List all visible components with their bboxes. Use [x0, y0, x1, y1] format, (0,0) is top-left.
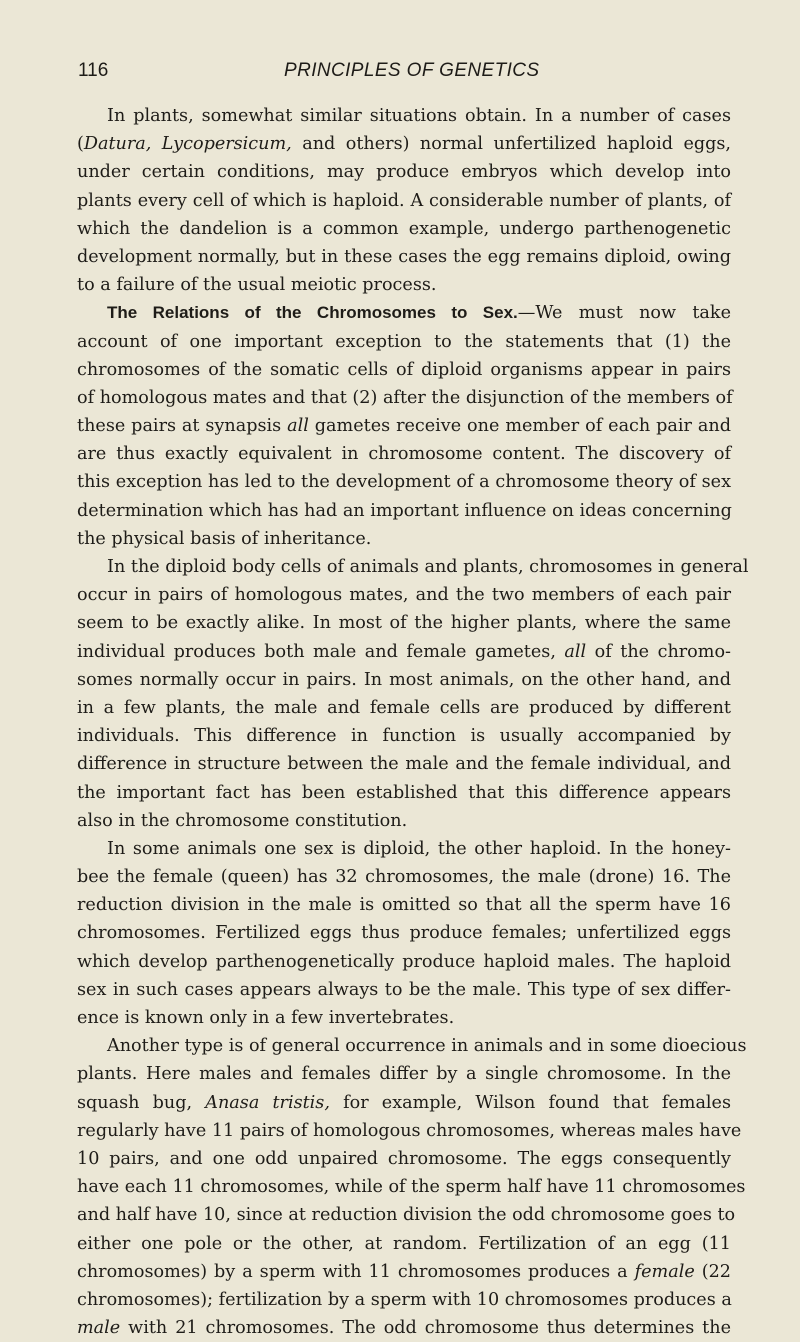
text-run: of homologous mates and that (2) after the disjunction of the members of	[77, 387, 733, 408]
text-line	[77, 102, 731, 130]
text-run: in a few plants, the male and female cells are produced by different	[77, 697, 731, 718]
text-line	[77, 468, 731, 496]
text-run: for example, Wilson found that females	[329, 1092, 731, 1113]
text-line	[77, 271, 731, 299]
italic-text: Datura, Lycopersicum,	[83, 134, 292, 155]
text-line	[77, 1004, 731, 1032]
text-run: which develop parthenogenetically produce haploid males. The haploid	[77, 951, 731, 972]
text-run: which the dandelion is a common example, undergo parthenogenetic	[77, 218, 731, 239]
paragraph	[77, 299, 731, 553]
text-line	[77, 1230, 731, 1258]
text-run: and half have 10, since at reduction division the odd chromosome goes to	[77, 1205, 736, 1226]
italic-text: male	[77, 1318, 121, 1339]
text-run: this exception has led to the development of a chromosome theory of sex	[77, 472, 731, 493]
text-run: have each 11 chromosomes, while of the sperm half have 11 chromosomes	[77, 1177, 746, 1198]
text-run: plants. Here males and females differ by a single chromosome. In the	[77, 1064, 731, 1085]
text-run: are thus exactly equivalent in chromosome content. The discovery of	[77, 444, 731, 465]
page-number: 116	[78, 60, 109, 81]
text-run: ence is known only in a few invertebrates.	[77, 1008, 455, 1028]
text-run: the physical basis of inheritance.	[77, 528, 372, 549]
text-line	[77, 722, 731, 750]
text-run: occur in pairs of homologous mates, and the two members of each pair	[77, 585, 731, 606]
text-line	[77, 1201, 736, 1229]
text-line	[77, 1145, 731, 1173]
paragraph	[77, 1032, 747, 1342]
text-run: 10 pairs, and one odd unpaired chromosome. The eggs consequently	[77, 1148, 731, 1169]
italic-text: female	[634, 1261, 695, 1282]
text-line	[77, 891, 731, 919]
text-line	[77, 299, 731, 327]
text-line	[77, 553, 749, 581]
text-run: also in the chromosome constitution.	[77, 810, 408, 831]
text-line	[77, 863, 731, 891]
text-run: development normally, but in these cases the egg remains diploid, owing	[77, 246, 731, 267]
text-line	[77, 1258, 731, 1286]
body-text	[77, 102, 749, 1342]
section-heading: The Relations of the Chromosomes to Sex.	[107, 303, 518, 323]
text-line	[77, 581, 731, 609]
text-line	[77, 1089, 731, 1117]
italic-text: Anasa tristis,	[205, 1092, 330, 1113]
text-line	[77, 948, 731, 976]
text-run: reduction division in the male is omitted so that all the sperm have 16	[77, 895, 731, 916]
page-header	[78, 60, 728, 90]
text-run: the important fact has been established that this difference appears	[77, 782, 731, 803]
text-line	[77, 1173, 746, 1201]
text-line	[77, 243, 731, 271]
text-line	[77, 440, 731, 468]
text-line	[77, 779, 731, 807]
text-run: In some animals one sex is diploid, the other haploid. In the honey-	[107, 838, 731, 859]
text-line	[77, 609, 731, 637]
text-line	[77, 328, 731, 356]
text-run: to a failure of the usual meiotic process.	[77, 275, 437, 296]
text-run: and others) normal unfertilized haploid eggs,	[291, 134, 732, 155]
italic-text: all	[287, 416, 309, 437]
text-run: gametes receive one member of each pair and	[308, 416, 731, 437]
text-run: (22	[694, 1261, 731, 1282]
text-line	[77, 750, 731, 778]
text-run: either one pole or the other, at random. Fertilization of an egg (11	[77, 1233, 731, 1254]
text-run: with 21 chromosomes. The odd chromosome thus determines the	[120, 1318, 731, 1339]
text-run: individual produces both male and female gametes,	[77, 641, 565, 662]
text-run: plants every cell of which is haploid. A considerable number of plants, of	[77, 190, 731, 211]
text-line	[77, 976, 731, 1004]
text-line	[77, 1286, 731, 1314]
text-run: bee the female (queen) has 32 chromosomes, the male (drone) 16. The	[77, 867, 731, 888]
text-line	[77, 215, 731, 243]
text-run: —We must now take	[517, 303, 731, 324]
text-line	[77, 835, 731, 863]
text-run: chromosomes of the somatic cells of diploid organisms appear in pairs	[77, 359, 731, 380]
text-run: sex in such cases appears always to be the male. This type of sex differ-	[77, 979, 731, 1000]
text-run: Another type is of general occurrence in animals and in some dioecious	[107, 1036, 747, 1057]
text-run: difference in structure between the male and the female individual, and	[77, 754, 731, 775]
text-line	[77, 638, 731, 666]
paragraph	[77, 102, 731, 299]
text-run: squash bug,	[77, 1092, 206, 1113]
paragraph	[77, 553, 749, 835]
text-line	[77, 412, 731, 440]
text-run: these pairs at synapsis	[77, 416, 288, 437]
text-line	[77, 525, 731, 553]
text-run: determination which has had an important influence on ideas concerning	[77, 500, 732, 521]
italic-text: all	[564, 641, 587, 662]
text-line	[77, 694, 731, 722]
text-run: chromosomes); fertilization by a sperm with 10 chromosomes produces a	[77, 1289, 732, 1310]
text-line	[77, 356, 731, 384]
text-run: somes normally occur in pairs. In most animals, on the other hand, and	[77, 669, 731, 690]
text-run: of the chromo-	[586, 641, 731, 662]
text-line	[77, 187, 731, 215]
text-run: under certain conditions, may produce embryos which develop into	[77, 162, 731, 183]
text-run: chromosomes. Fertilized eggs thus produce females; unfertilized eggs	[77, 923, 731, 944]
text-line	[77, 666, 731, 694]
text-run: (	[77, 134, 84, 155]
text-run: seem to be exactly alike. In most of the higher plants, where the same	[77, 613, 731, 634]
text-line	[77, 384, 731, 412]
text-line	[77, 1060, 731, 1088]
text-run: regularly have 11 pairs of homologous chromosomes, whereas males have	[77, 1120, 742, 1141]
text-line	[77, 130, 731, 158]
text-run: account of one important exception to the statements that (1) the	[77, 331, 731, 352]
text-line	[77, 807, 731, 835]
text-run: chromosomes) by a sperm with 11 chromosomes produces a	[77, 1261, 635, 1282]
text-line	[77, 1314, 731, 1342]
text-line	[77, 497, 731, 525]
text-line	[77, 919, 731, 947]
text-line	[77, 1032, 747, 1060]
text-run: individuals. This difference in function is usually accompanied by	[77, 726, 731, 747]
text-line	[77, 1117, 742, 1145]
paragraph	[77, 835, 731, 1032]
text-run: In the diploid body cells of animals and plants, chromosomes in general	[107, 557, 749, 577]
running-head: PRINCIPLES OF GENETICS	[284, 60, 540, 81]
text-line	[77, 158, 731, 186]
text-run: In plants, somewhat similar situations obtain. In a number of cases	[107, 106, 731, 126]
